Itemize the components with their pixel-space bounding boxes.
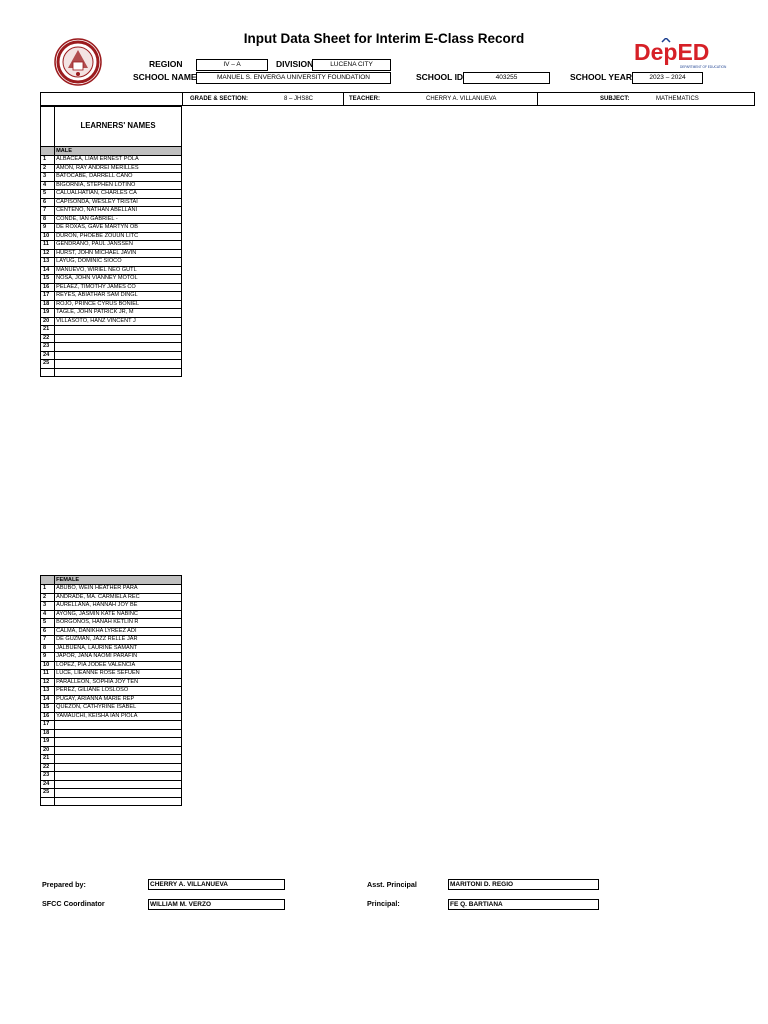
row-number: 15 (41, 275, 55, 284)
row-number: 15 (41, 704, 55, 713)
learner-name: VILLASOTO, HANZ VINCENT J (55, 317, 182, 326)
learner-name: TAGLE, JOHN PATRICK JR, M (55, 309, 182, 318)
learner-name (55, 334, 182, 343)
male-learner-row (41, 249, 182, 258)
learner-name (55, 360, 182, 369)
row-number: 17 (41, 292, 55, 301)
female-learner-row (41, 789, 182, 798)
grade-section-value: 8 – JHS8C (284, 96, 314, 102)
learner-name (55, 729, 182, 738)
female-learner-row (41, 721, 182, 730)
learner-name: CALUALHATIAN, CHARLES CA (55, 190, 182, 199)
school-id-label: SCHOOL ID (416, 72, 464, 82)
principal-value: FE Q. BARTIANA (448, 899, 599, 910)
female-learner-row (41, 636, 182, 645)
female-learner-row (41, 653, 182, 662)
region-label: REGION (149, 59, 183, 69)
female-learner-row (41, 746, 182, 755)
deped-logo-text: DepED (634, 39, 710, 65)
male-learner-row (41, 309, 182, 318)
learner-name: AYONG, JASMIN KATE NABINC (55, 610, 182, 619)
female-header-row (41, 576, 182, 585)
prepared-by-label: Prepared by: (42, 880, 86, 889)
row-number: 22 (41, 763, 55, 772)
row-number: 23 (41, 343, 55, 352)
deped-logo (632, 38, 728, 70)
row-number: 22 (41, 334, 55, 343)
male-learner-row (41, 156, 182, 165)
female-learner-row (41, 738, 182, 747)
male-learner-row (41, 317, 182, 326)
learners-names-title: LEARNERS' NAMES (80, 121, 156, 130)
male-learner-row (41, 266, 182, 275)
learner-name (55, 368, 182, 377)
teacher-label: TEACHER: (349, 96, 380, 102)
male-learner-row (41, 207, 182, 216)
learner-name: PUGAY, ARIANNA MARIE REP (55, 695, 182, 704)
male-learner-row (41, 368, 182, 377)
male-learner-row (41, 215, 182, 224)
row-number: 14 (41, 266, 55, 275)
learner-name (55, 343, 182, 352)
learner-name: GENDRANO, PAUL JANSSEN (55, 241, 182, 250)
learner-name (55, 789, 182, 798)
learner-name: LUCE, LIEANNE ROSE SEFUEN (55, 670, 182, 679)
row-number: 18 (41, 729, 55, 738)
female-learner-row (41, 610, 182, 619)
female-learner-row (41, 797, 182, 806)
female-learner-row (41, 704, 182, 713)
male-learner-row (41, 360, 182, 369)
row-number: 12 (41, 249, 55, 258)
male-learner-row (41, 343, 182, 352)
row-number: 18 (41, 300, 55, 309)
male-learner-row (41, 283, 182, 292)
learner-name (55, 755, 182, 764)
row-number: 11 (41, 241, 55, 250)
row-number: 16 (41, 712, 55, 721)
female-learner-row (41, 772, 182, 781)
row-number: 6 (41, 627, 55, 636)
learner-name: REYES, ABIATHAR SAM DINGL (55, 292, 182, 301)
learner-name: JALBUENA, LAURINE SAMANT (55, 644, 182, 653)
row-number: 11 (41, 670, 55, 679)
learner-name: JAPOR, JANA NAOMI PARAFIN (55, 653, 182, 662)
male-learner-row (41, 173, 182, 182)
learner-name: ANDRADE, MA. CARMIELA REC (55, 593, 182, 602)
row-number: 4 (41, 610, 55, 619)
learner-name: CENTENO, NATHAN ABELLANI (55, 207, 182, 216)
female-learner-row (41, 670, 182, 679)
learner-name (55, 738, 182, 747)
female-learners-table (40, 575, 182, 806)
sfcc-coordinator-value: WILLIAM M. VERZO (148, 899, 285, 910)
row-number: 24 (41, 780, 55, 789)
learner-name: LAYUG, DOMINIC SIOCO (55, 258, 182, 267)
subject-label: SUBJECT: (600, 96, 630, 102)
female-learner-row (41, 729, 182, 738)
row-number: 16 (41, 283, 55, 292)
learner-name (55, 746, 182, 755)
female-learner-row (41, 695, 182, 704)
asst-principal-label: Asst. Principal (367, 880, 417, 889)
learner-name (55, 797, 182, 806)
learner-name: DURON, PHOEBE ZOUUN LITC (55, 232, 182, 241)
female-learner-row (41, 678, 182, 687)
male-learner-row (41, 241, 182, 250)
male-learner-row (41, 258, 182, 267)
male-learner-row (41, 232, 182, 241)
female-learner-row (41, 627, 182, 636)
male-learner-row (41, 190, 182, 199)
row-number: 10 (41, 661, 55, 670)
row-number (41, 368, 55, 377)
female-learner-row (41, 585, 182, 594)
learner-name: DE GUZMAN, JAZZ RELLE JAR (55, 636, 182, 645)
division-value: LUCENA CITY (312, 59, 391, 71)
row-number: 3 (41, 173, 55, 182)
learner-name: CONDE, IAN GABRIEL - (55, 215, 182, 224)
row-number: 25 (41, 789, 55, 798)
learner-name: MANUEVO, WIRIEL NEO GUTL (55, 266, 182, 275)
learner-name: AMON, RAY ANDREI MERILLES (55, 164, 182, 173)
school-year-label: SCHOOL YEAR (570, 72, 633, 82)
learners-names-header (40, 106, 182, 146)
female-learner-row (41, 763, 182, 772)
row-number: 5 (41, 190, 55, 199)
male-learner-row (41, 181, 182, 190)
male-learners-table (40, 146, 182, 377)
learner-name: PARALLEON, SOPHIA JOY TEN (55, 678, 182, 687)
female-learner-row (41, 712, 182, 721)
learner-name: CAPISONDA, WESLEY TRISTAI (55, 198, 182, 207)
female-learner-row (41, 619, 182, 628)
row-number: 3 (41, 602, 55, 611)
row-number: 1 (41, 156, 55, 165)
row-number: 14 (41, 695, 55, 704)
learner-name (55, 721, 182, 730)
row-number: 20 (41, 317, 55, 326)
row-number: 1 (41, 585, 55, 594)
row-number: 2 (41, 593, 55, 602)
row-number: 5 (41, 619, 55, 628)
school-name-value: MANUEL S. ENVERGA UNIVERSITY FOUNDATION (196, 72, 391, 84)
row-number: 13 (41, 258, 55, 267)
row-number: 2 (41, 164, 55, 173)
male-learner-row (41, 334, 182, 343)
female-learner-row (41, 755, 182, 764)
school-year-value: 2023 – 2024 (632, 72, 703, 84)
deped-logo-subtext: DEPARTMENT OF EDUCATION (680, 65, 727, 69)
male-learner-row (41, 326, 182, 335)
row-number: 21 (41, 755, 55, 764)
row-number: 13 (41, 687, 55, 696)
row-number: 21 (41, 326, 55, 335)
female-learner-row (41, 644, 182, 653)
learner-name: HURST, JOHN MICHAEL JAVIN (55, 249, 182, 258)
row-number: 4 (41, 181, 55, 190)
school-seal-logo (54, 38, 102, 86)
female-learner-row (41, 661, 182, 670)
male-learner-row (41, 164, 182, 173)
male-header-row (41, 147, 182, 156)
learner-name: PELAEZ, TIMOTHY JAMES CO (55, 283, 182, 292)
female-learner-row (41, 687, 182, 696)
learner-name (55, 772, 182, 781)
school-id-value: 403255 (463, 72, 550, 84)
learner-name: NOSA, JOHN VIANNEY MOTOL (55, 275, 182, 284)
subject-value: MATHEMATICS (656, 96, 699, 102)
learner-name: AURELLANA, HANNAH JOY BE (55, 602, 182, 611)
prepared-by-value: CHERRY A. VILLANUEVA (148, 879, 285, 890)
learner-name: ROJO, PRINCE CYRUS BONIEL (55, 300, 182, 309)
learner-name: BATOCABE, DARRELL CANO (55, 173, 182, 182)
row-number: 9 (41, 224, 55, 233)
row-number: 19 (41, 309, 55, 318)
row-number: 19 (41, 738, 55, 747)
learner-name: BORGOÑOS, HANAH KETLIN R (55, 619, 182, 628)
male-label: MALE (55, 147, 182, 156)
female-learner-row (41, 602, 182, 611)
male-learner-row (41, 351, 182, 360)
grade-section-label: GRADE & SECTION: (190, 96, 249, 102)
row-number (41, 797, 55, 806)
row-number: 25 (41, 360, 55, 369)
class-info-row (40, 92, 755, 106)
learner-name (55, 326, 182, 335)
row-number: 6 (41, 198, 55, 207)
female-learner-row (41, 593, 182, 602)
row-number: 8 (41, 644, 55, 653)
learner-name: BIGORNIA, STEPHEN LOTINO (55, 181, 182, 190)
learner-name: PEREZ, GILIANE LOSLOSO (55, 687, 182, 696)
learner-name (55, 780, 182, 789)
male-learner-row (41, 198, 182, 207)
row-number: 20 (41, 746, 55, 755)
learner-name: CALMA, DANIKHA LYREEZ ADI (55, 627, 182, 636)
region-value: IV – A (196, 59, 268, 71)
learner-name: ABUBO, WEIN HEATHER PARA (55, 585, 182, 594)
row-number: 7 (41, 636, 55, 645)
learner-name: YAMAUCHI, KEISHA IAN PIOLA (55, 712, 182, 721)
row-number: 9 (41, 653, 55, 662)
learner-name: QUEZON, CATHYRINE ISABEL (55, 704, 182, 713)
male-learner-row (41, 292, 182, 301)
female-label: FEMALE (55, 576, 182, 585)
school-name-label: SCHOOL NAME (133, 72, 197, 82)
row-number: 8 (41, 215, 55, 224)
learner-name: ALBACEA, LIAM ERNEST POLA (55, 156, 182, 165)
teacher-value: CHERRY A. VILLANUEVA (426, 96, 497, 102)
learner-name: DE ROXAS, GAVE MARTYN OB (55, 224, 182, 233)
male-learner-row (41, 224, 182, 233)
row-number: 17 (41, 721, 55, 730)
row-number: 12 (41, 678, 55, 687)
male-learner-row (41, 300, 182, 309)
page-title: Input Data Sheet for Interim E-Class Record (243, 31, 525, 46)
sfcc-coordinator-label: SFCC Coordinator (42, 899, 105, 908)
row-number: 23 (41, 772, 55, 781)
row-number: 24 (41, 351, 55, 360)
row-number: 7 (41, 207, 55, 216)
male-learner-row (41, 275, 182, 284)
learner-name (55, 763, 182, 772)
principal-label: Principal: (367, 899, 400, 908)
row-number: 10 (41, 232, 55, 241)
asst-principal-value: MARITONI D. REGIO (448, 879, 599, 890)
female-learner-row (41, 780, 182, 789)
division-label: DIVISION (276, 59, 314, 69)
learner-name (55, 351, 182, 360)
learner-name: LOPEZ, PIA JODEE VALENCIA (55, 661, 182, 670)
